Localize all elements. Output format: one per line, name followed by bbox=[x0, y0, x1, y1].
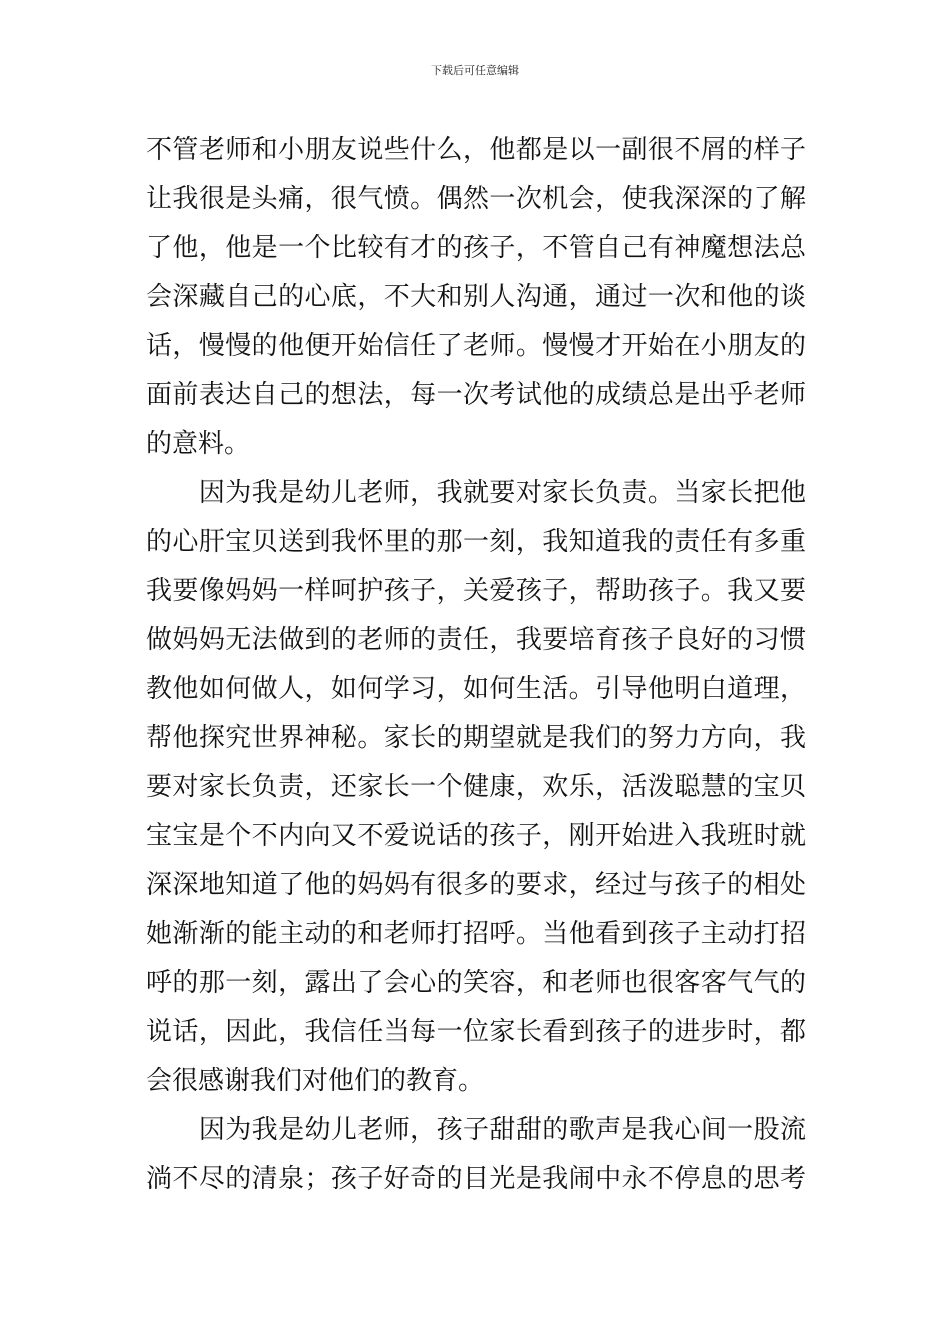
text-line: 做妈妈无法做到的老师的责任，我要培育孩子良好的习惯 bbox=[146, 625, 806, 655]
text-line: 淌不尽的清泉；孩子好奇的目光是我闹中永不停息的思考 bbox=[146, 1164, 806, 1194]
text-line: 话，慢慢的他便开始信任了老师。慢慢才开始在小朋友的 bbox=[146, 331, 806, 361]
text-line: 呼的那一刻，露出了会心的笑容，和老师也很客客气气的 bbox=[146, 968, 806, 998]
page-header: 下载后可任意编辑 bbox=[431, 64, 519, 77]
text-line: 不管老师和小朋友说些什么，他都是以一副很不屑的样子 bbox=[146, 135, 806, 165]
text-line: 因为我是幼儿老师，孩子甜甜的歌声是我心间一股流 bbox=[146, 1115, 806, 1145]
text-line: 面前表达自己的想法，每一次考试他的成绩总是出乎老师 bbox=[146, 380, 806, 410]
text-line: 教他如何做人，如何学习，如何生活。引导他明白道理， bbox=[146, 674, 806, 704]
text-line: 了他，他是一个比较有才的孩子，不管自己有神魔想法总 bbox=[146, 233, 806, 263]
text-line: 会深藏自己的心底，不大和别人沟通，通过一次和他的谈 bbox=[146, 282, 806, 312]
text-line: 让我很是头痛，很气愤。偶然一次机会，使我深深的了解 bbox=[146, 184, 806, 214]
text-line: 深深地知道了他的妈妈有很多的要求，经过与孩子的相处 bbox=[146, 870, 806, 900]
text-line: 她渐渐的能主动的和老师打招呼。当他看到孩子主动打招 bbox=[146, 919, 806, 949]
text-line: 我要像妈妈一样呵护孩子，关爱孩子，帮助孩子。我又要 bbox=[146, 576, 806, 606]
document-body bbox=[146, 126, 806, 1204]
text-line: 的心肝宝贝送到我怀里的那一刻，我知道我的责任有多重 bbox=[146, 527, 806, 557]
text-line: 宝宝是个不内向又不爱说话的孩子，刚开始进入我班时就 bbox=[146, 821, 806, 851]
text-line: 的意料。 bbox=[146, 429, 251, 459]
text-line: 会很感谢我们对他们的教育。 bbox=[146, 1066, 485, 1096]
text-line: 帮他探究世界神秘。家长的期望就是我们的努力方向，我 bbox=[146, 723, 806, 753]
text-line: 因为我是幼儿老师，我就要对家长负责。当家长把他 bbox=[146, 478, 806, 508]
text-line: 说话，因此，我信任当每一位家长看到孩子的进步时，都 bbox=[146, 1017, 806, 1047]
text-line: 要对家长负责，还家长一个健康，欢乐，活泼聪慧的宝贝 bbox=[146, 772, 806, 802]
